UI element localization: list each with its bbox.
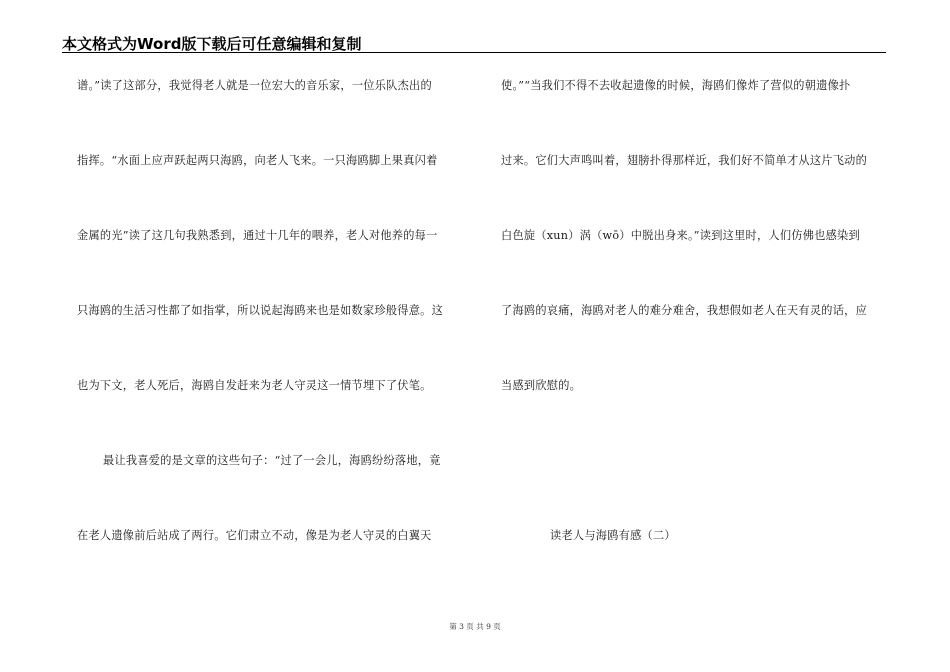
page-number-footer: 第 3 页 共 9 页 xyxy=(449,622,501,631)
body-text-line: 了海鸥的哀痛，海鸥对老人的难分难舍，我想假如老人在天有灵的话，应 xyxy=(501,304,868,317)
body-text-line: 谱。”读了这部分，我觉得老人就是一位宏大的音乐家，一位乐队杰出的 xyxy=(77,79,432,92)
body-text-line: 白色旋（xun）涡（wō）中脱出身来。”读到这里时，人们仿佛也感染到 xyxy=(501,229,860,242)
paragraph-first-line: 最让我喜爱的是文章的这些句子：“过了一会儿，海鸥纷纷落地，竟 xyxy=(103,454,441,467)
section-heading: 读老人与海鸥有感（二） xyxy=(550,529,676,542)
body-text-line: 在老人遗像前后站成了两行。它们肃立不动，像是为老人守灵的白翼天 xyxy=(77,529,432,542)
body-text-line: 指挥。“水面上应声跃起两只海鸥，向老人飞来。一只海鸥脚上果真闪着 xyxy=(77,154,438,167)
header-divider xyxy=(62,52,886,53)
document-header-title: 本文格式为Word版下载后可任意编辑和复制 xyxy=(62,35,362,53)
body-text-line: 当感到欣慰的。 xyxy=(501,379,582,392)
body-text-line: 也为下文，老人死后，海鸥自发赶来为老人守灵这一情节埋下了伏笔。 xyxy=(77,379,432,392)
body-text-line: 使。”“当我们不得不去收起遗像的时候，海鸥们像炸了营似的朝遗像扑 xyxy=(501,79,851,92)
body-text-line: 金属的光”读了这几句我熟悉到，通过十几年的喂养，老人对他养的每一 xyxy=(77,229,438,242)
body-text-line: 过来。它们大声鸣叫着，翅膀扑得那样近，我们好不简单才从这片飞动的 xyxy=(501,154,868,167)
body-text-line: 只海鸥的生活习性都了如指掌，所以说起海鸥来也是如数家珍般得意。这 xyxy=(77,304,444,317)
